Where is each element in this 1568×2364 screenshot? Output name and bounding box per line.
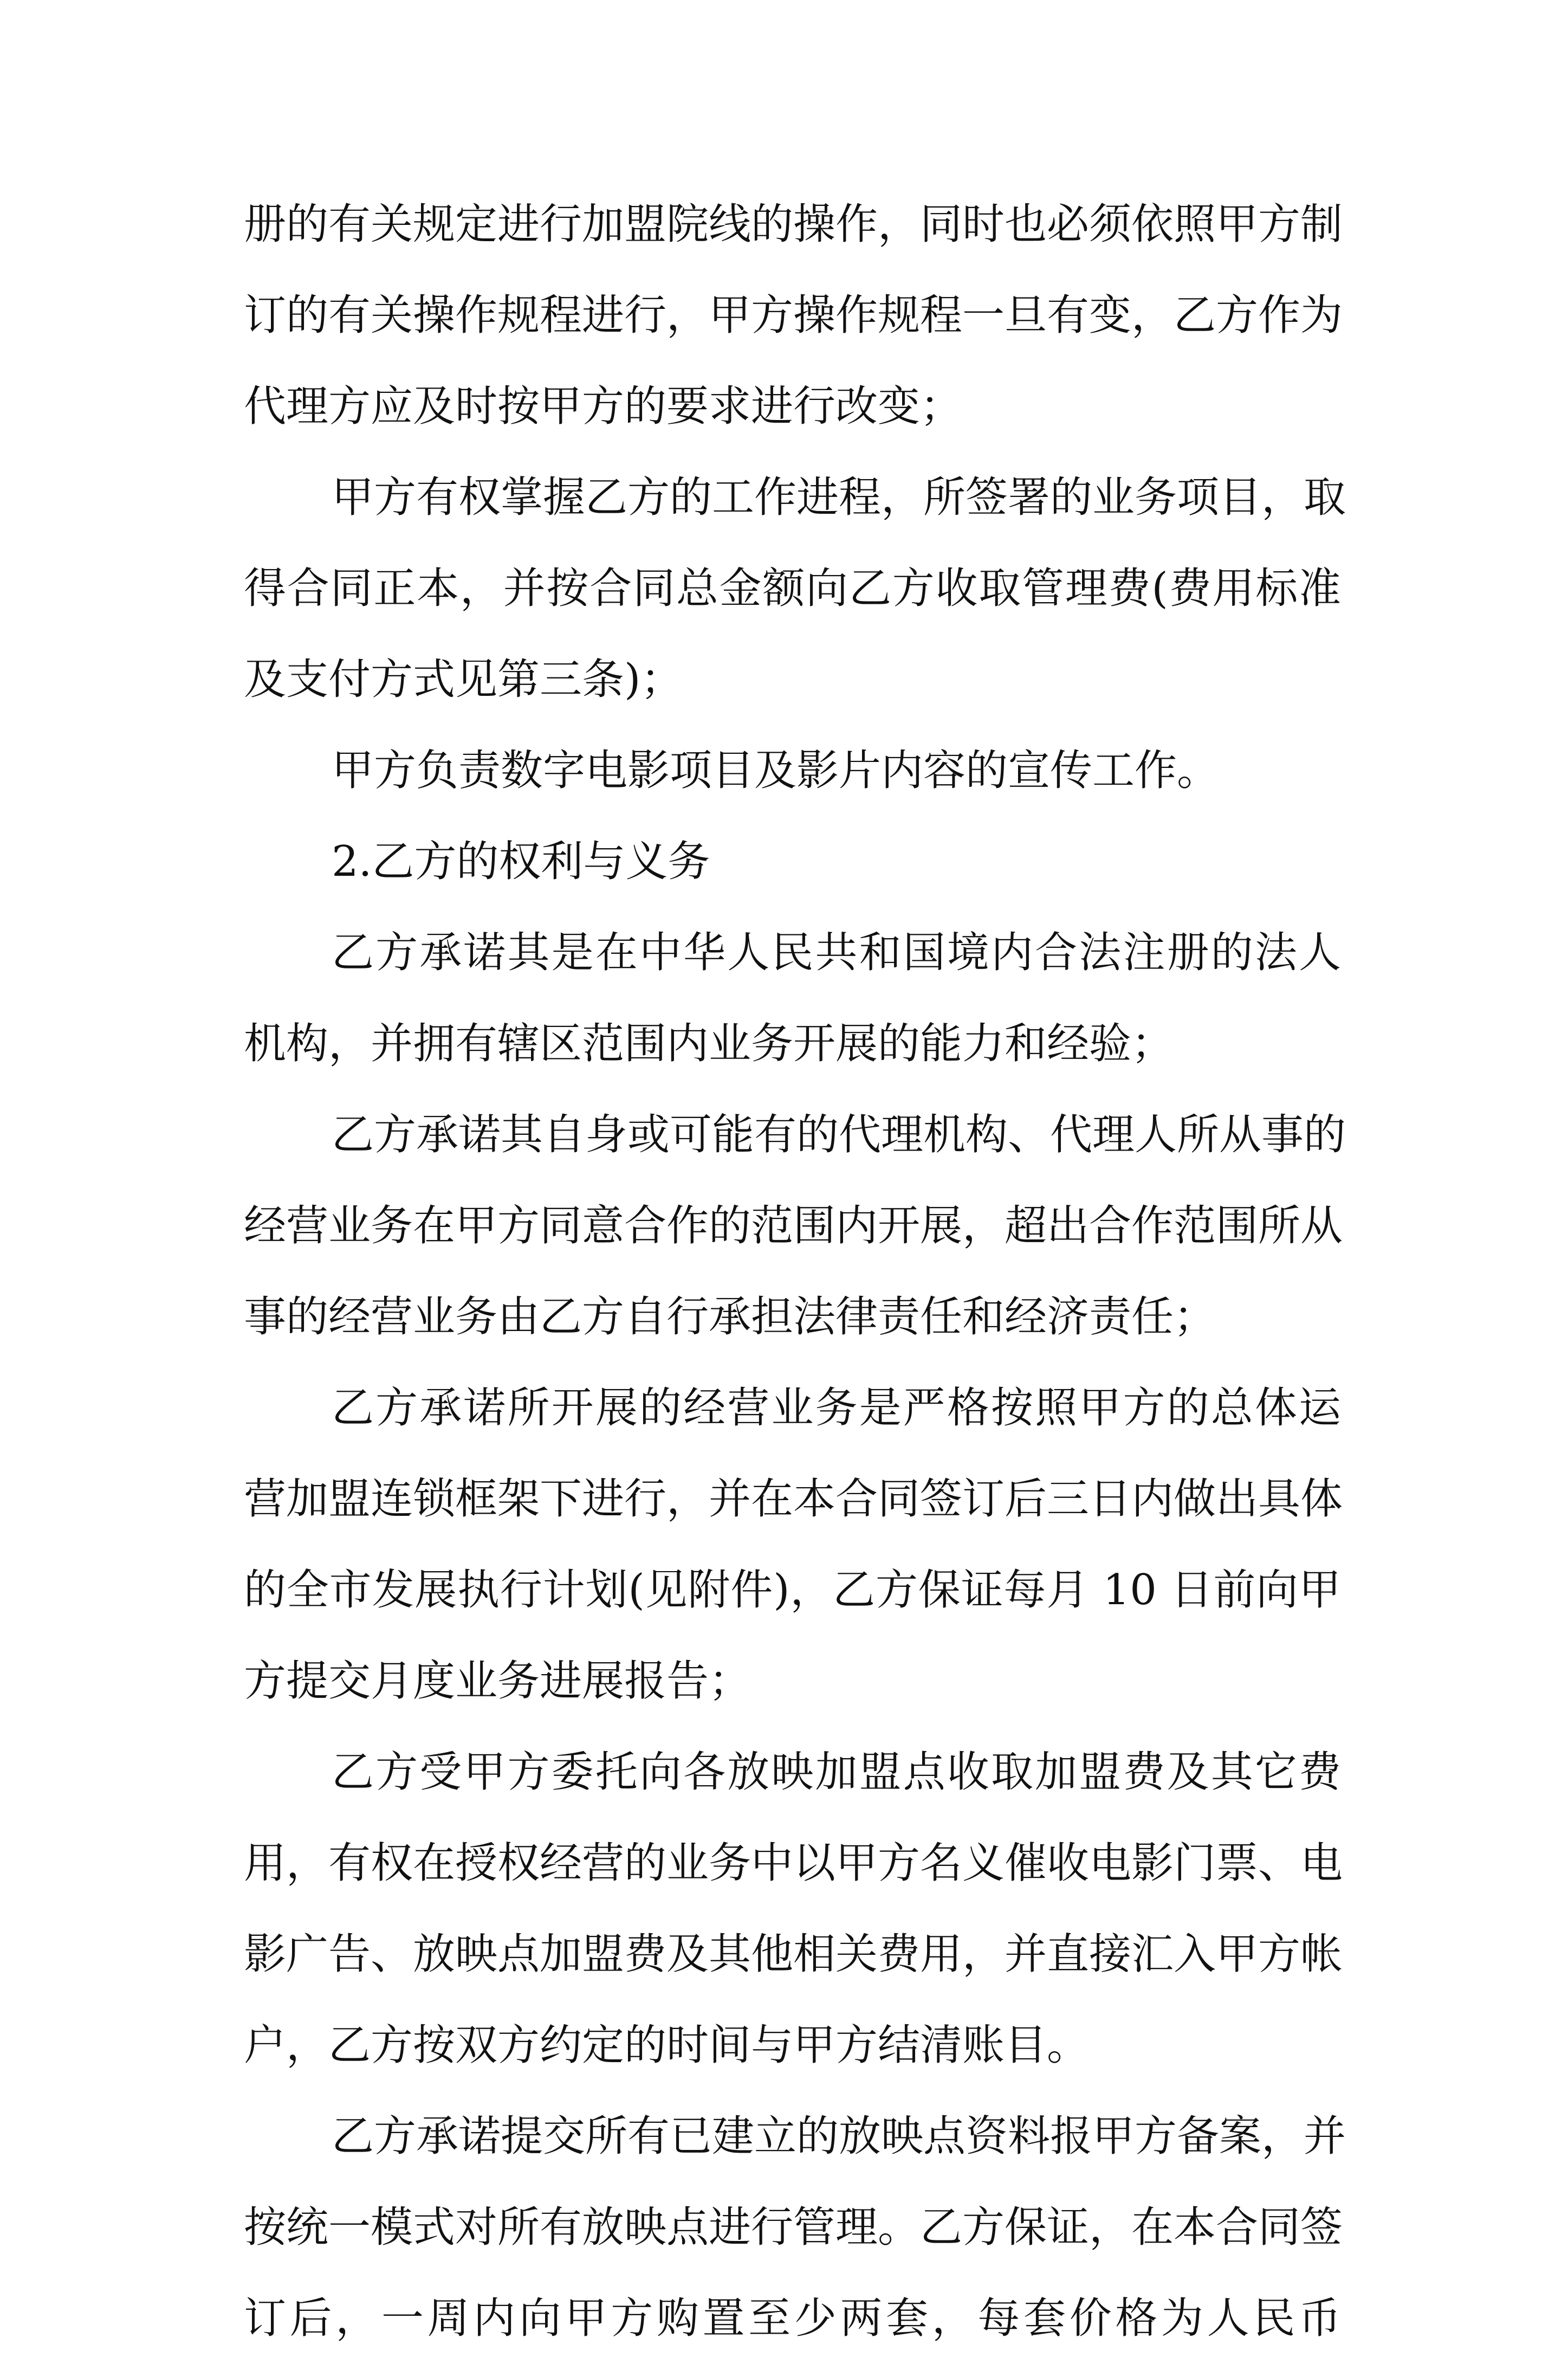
paragraph [244,725,1341,816]
paragraph [244,1362,1341,1727]
text-line: 按统一模式对所有放映点进行管理。乙方保证，在本合同签 [244,2203,1343,2252]
text-line: 甲方负责数字电影项目及影片内容的宣传工作。 [332,746,1220,795]
text-line: 影广告、放映点加盟费及其他相关费用，并直接汇入甲方帐 [244,1930,1343,1979]
text-line: 经营业务在甲方同意合作的范围内开展，超出合作范围所从 [244,1202,1343,1250]
text-line: 及支付方式见第三条)； [244,655,683,704]
text-line: 事的经营业务由乙方自行承担法律责任和经济责任； [244,1293,1216,1341]
text-line: 用，有权在授权经营的业务中以甲方名义催收电影门票、电 [244,1839,1343,1888]
paragraph [244,1089,1346,1362]
text-line: 订的有关操作规程进行，甲方操作规程一旦有变，乙方作为 [244,291,1343,340]
text-line: 乙方承诺其自身或可能有的代理机构、代理人所从事的 [332,1110,1346,1159]
text-line: 2.乙方的权利与义务 [332,837,710,886]
text-line: 乙方承诺所开展的经营业务是严格按照甲方的总体运 [332,1384,1341,1432]
text-line: 户，乙方按双方约定的时间与甲方结清账目。 [244,2021,1090,2070]
text-line: 得合同正本，并按合同总金额向乙方收取管理费(费用标准 [244,564,1341,613]
text-line: 方提交月度业务进展报告； [244,1657,751,1706]
text-line: 乙方承诺提交所有已建立的放映点资料报甲方备案，并 [332,2112,1346,2161]
text-line: 甲方有权掌握乙方的工作进程，所签署的业务项目，取 [332,473,1346,522]
text-line: 机构，并拥有辖区范围内业务开展的能力和经验； [244,1019,1174,1068]
paragraph [244,452,1346,725]
text-line: 营加盟连锁框架下进行，并在本合同签订后三日内做出具体 [244,1475,1343,1523]
paragraph [244,2091,1346,2364]
text-line: 的全市发展执行计划(见附件)，乙方保证每月 10 日前向甲 [244,1566,1341,1614]
paragraph [244,1727,1341,2091]
text-line: 册的有关规定进行加盟院线的操作，同时也必须依照甲方制 [244,200,1343,249]
section-heading [244,816,1341,907]
paragraph [244,179,1341,452]
text-line: 乙方承诺其是在中华人民共和国境内合法注册的法人 [332,928,1341,977]
contract-text [244,179,1346,2364]
text-line: 订后，一周内向甲方购置至少两套，每套价格为人民币 [244,2294,1341,2343]
text-line: 乙方受甲方委托向各放映加盟点收取加盟费及其它费 [332,1748,1341,1797]
text-line: 代理方应及时按甲方的要求进行改变； [244,382,963,431]
paragraph [244,907,1341,1089]
